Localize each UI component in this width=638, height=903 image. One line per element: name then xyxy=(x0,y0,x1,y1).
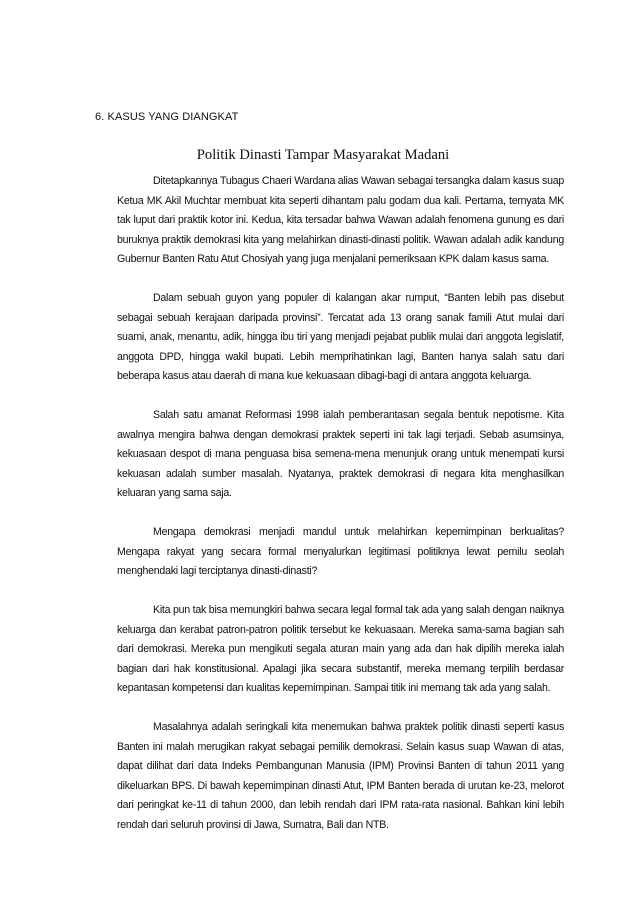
paragraph-1: Ditetapkannya Tubagus Chaeri Wardana alias Wawan sebagai tersangka dalam kasus suap Ketua MK Akil Muchtar membuat kita seperti dihantam palu godam dua kali. Pertama, ternyata MK tak luput dari praktik kotor ini. Kedua, kita tersadar bahwa Wawan adalah fenomena gunung es dari buruknya praktik demokrasi kita yang melahirkan dinasti-dinasti politik. Wawan adalah adik kandung Gubernur Banten Ratu Atut Chosiyah yang juga menjalani pemeriksaan KPK dalam kasus sama. xyxy=(117,175,564,265)
paragraph-2: Dalam sebuah guyon yang populer di kalangan akar rumput, “Banten lebih pas disebut sebagai sebuah kerajaan daripada provinsi”. Tercatat ada 13 orang sanak famili Atut mulai dari suami, anak, menantu, adik, hingga ibu tiri yang menjadi pejabat publik mulai dari anggota legislatif, anggota DPD, hingga wakil bupati. Lebih memprihatinkan lagi, Banten hanya salah satu dari beberapa kasus atau daerah di mana kue kekuasaan dibagi-bagi di antara anggota keluarga. xyxy=(117,292,564,382)
paragraph-6: Masalahnya adalah seringkali kita menemukan bahwa praktek politik dinasti seperti kasus Banten ini malah merugikan rakyat sebagai pemilik demokrasi. Selain kasus suap Wawan di atas, dapat dilihat dari data Indeks Pembangunan Manusia (IPM) Provinsi Banten di tahun 2011 yang dikeluarkan BPS. Di bawah kepemimpinan dinasti Atut, IPM Banten berada di urutan ke-23, melorot dari peringkat ke-11 di tahun 2000, dan lebih rendah dari IPM rata-rata nasional. Bahkan kini lebih rendah dari seluruh provinsi di Jawa, Sumatra, Bali dan NTB. xyxy=(117,721,564,831)
article-title: Politik Dinasti Tampar Masyarakat Madani xyxy=(196,147,450,163)
section-heading: 6. KASUS YANG DIANGKAT xyxy=(95,111,239,123)
article-body xyxy=(117,172,564,855)
paragraph-4: Mengapa demokrasi menjadi mandul untuk melahirkan kepemimpinan berkualitas? Mengapa rakyat yang secara formal menyalurkan legitimasi politiknya lewat pemilu seolah menghendaki lagi terciptanya dinasti-dinasti? xyxy=(117,526,564,577)
paragraph-5: Kita pun tak bisa memungkiri bahwa secara legal formal tak ada yang salah dengan naiknya keluarga dan kerabat patron-patron politik tersebut ke kekuasaan. Mereka sama-sama bagian sah dari demokrasi. Mereka pun mengikuti segala aturan main yang ada dan hak dipilih mereka ialah bagian dari hak konstitusional. Apalagi jika secara substantif, mereka memang terpilih berdasar kepantasan kompetensi dan kualitas kepemimpinan. Sampai titik ini memang tak ada yang salah. xyxy=(117,604,564,694)
paragraph-3: Salah satu amanat Reformasi 1998 ialah pemberantasan segala bentuk nepotisme. Kita awalnya mengira bahwa dengan demokrasi praktek seperti ini tak lagi terjadi. Sebab asumsinya, kekuasaan despot di mana penguasa bisa semena-mena menunjuk orang untuk menempati kursi kekuasan adalah sumber masalah. Nyatanya, praktek demokrasi di negara kita menghasilkan keluaran yang sama saja. xyxy=(117,409,564,499)
